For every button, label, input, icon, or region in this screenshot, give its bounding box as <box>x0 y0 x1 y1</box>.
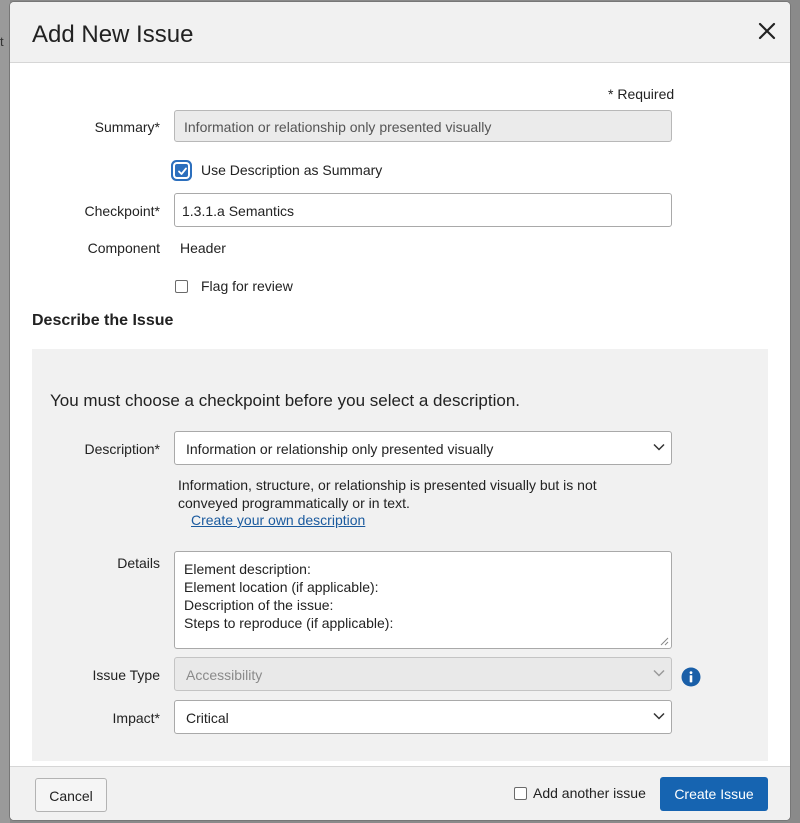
issue-type-label: Issue Type <box>92 667 160 683</box>
issue-type-selected-value: Accessibility <box>186 667 263 683</box>
details-line: Steps to reproduce (if applicable): <box>184 615 394 631</box>
impact-selected-value: Critical <box>186 710 229 726</box>
component-value: Header <box>180 240 226 256</box>
impact-label: Impact* <box>112 710 160 726</box>
issue-type-select[interactable] <box>174 657 672 691</box>
required-note: * Required <box>608 86 675 102</box>
cancel-button[interactable]: Cancel <box>35 778 107 812</box>
details-textarea[interactable] <box>174 551 672 649</box>
description-label: Description* <box>84 441 160 457</box>
resize-handle-icon[interactable] <box>660 637 669 646</box>
checkpoint-required-message: You must choose a checkpoint before you select a description. <box>50 391 520 410</box>
modal-title: Add New Issue <box>32 21 194 48</box>
description-help-line-1: Information, structure, or relationship is presented visually but is not <box>178 477 597 493</box>
background-page <box>0 0 10 823</box>
close-button[interactable] <box>754 18 780 44</box>
create-own-description-link[interactable]: Create your own description <box>191 512 366 528</box>
use-description-checkbox[interactable] <box>175 164 188 177</box>
create-issue-button[interactable]: Create Issue <box>660 777 768 811</box>
details-line: Description of the issue: <box>184 597 334 613</box>
details-label: Details <box>117 555 160 571</box>
flag-review-checkbox[interactable] <box>175 280 188 293</box>
description-select[interactable] <box>174 431 672 465</box>
description-help-text <box>178 476 648 512</box>
describe-section-title: Describe the Issue <box>32 312 174 329</box>
chevron-down-icon <box>653 443 665 451</box>
checkpoint-label: Checkpoint* <box>84 203 160 219</box>
summary-input[interactable]: Information or relationship only presented visually <box>174 110 672 142</box>
component-label: Component <box>87 240 160 256</box>
details-line: Element location (if applicable): <box>184 579 379 595</box>
details-line: Element description: <box>184 561 311 577</box>
add-issue-modal <box>10 2 790 820</box>
add-another-checkbox[interactable] <box>514 787 527 800</box>
modal-footer <box>10 766 790 820</box>
close-icon <box>758 22 776 40</box>
checkpoint-input[interactable]: 1.3.1.a Semantics <box>174 193 672 227</box>
background-text-fragment: t <box>0 34 4 49</box>
impact-select[interactable] <box>174 700 672 734</box>
chevron-down-icon <box>653 669 665 677</box>
add-another-label[interactable]: Add another issue <box>533 785 646 801</box>
description-help-line-2: conveyed programmatically or in text. <box>178 495 410 511</box>
summary-label: Summary* <box>94 119 160 135</box>
modal-header <box>10 2 790 63</box>
checkmark-icon <box>177 166 188 177</box>
info-icon[interactable] <box>681 667 701 687</box>
chevron-down-icon <box>653 712 665 720</box>
description-selected-value: Information or relationship only presented visually <box>186 441 494 457</box>
use-description-label[interactable]: Use Description as Summary <box>201 162 383 178</box>
flag-review-label[interactable]: Flag for review <box>201 278 293 294</box>
